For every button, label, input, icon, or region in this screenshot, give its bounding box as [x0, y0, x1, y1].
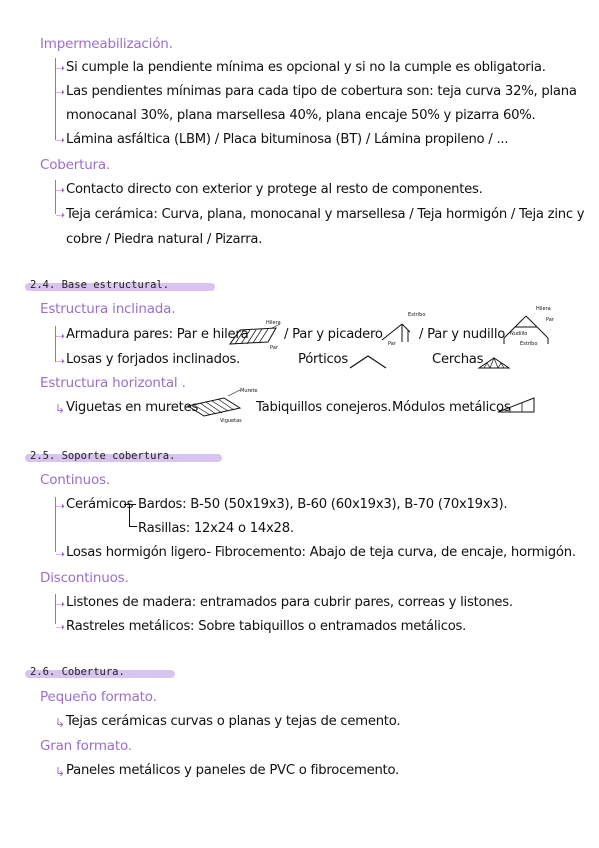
- discontinuos-title: Discontinuos.: [40, 570, 129, 586]
- modulos-text: Módulos metálicos: [392, 400, 511, 415]
- par-picadero-sketch-icon: [380, 310, 426, 348]
- section-heading-soporte: 2.5. Soporte cobertura.: [30, 450, 176, 462]
- arrow-icon: ➝: [55, 183, 66, 197]
- cerchas-text: Cerchas: [432, 352, 484, 367]
- armadura-text: Armadura pares: Par e hilera: [66, 327, 249, 342]
- impermeabilizacion-item-3: Lámina asfáltica (LBM) / Placa bituminosa (BT) / Lámina propileno / ...: [66, 132, 509, 147]
- cobertura-item-1: Contacto directo con exterior y protege al resto de componentes.: [66, 182, 483, 197]
- sketch-label-par: Par: [546, 317, 554, 323]
- gran-formato-title: Gran formato.: [40, 738, 132, 754]
- arrow-icon: ➝: [55, 620, 66, 634]
- bracket-tick: [124, 504, 136, 505]
- impermeabilizacion-item-2-cont: monocanal 30%, plana marsellesa 40%, plana encaje 50% y pizarra 60%.: [66, 108, 536, 123]
- arrow-icon: ➝: [55, 547, 66, 561]
- bardos-text: Bardos: B-50 (50x19x3), B-60 (60x19x3), B-70 (70x19x3).: [138, 497, 508, 512]
- section-heading-cobertura: 2.6. Cobertura.: [30, 666, 125, 678]
- arrow-icon: ↳: [55, 716, 66, 730]
- arrow-icon: ➝: [55, 597, 66, 611]
- pequeno-formato-item: Tejas cerámicas curvas o planas y tejas de cemento.: [66, 714, 401, 729]
- gran-formato-item: Paneles metálicos y paneles de PVC o fibrocemento.: [66, 763, 400, 778]
- listones-text: Listones de madera: entramados para cubrir pares, correas y listones.: [66, 595, 513, 610]
- losas-inclinadas-text: Losas y forjados inclinados.: [66, 352, 241, 367]
- rastreles-text: Rastreles metálicos: Sobre tabiquillos o entramados metálicos.: [66, 619, 467, 634]
- arrow-icon: ➝: [55, 85, 66, 99]
- cobertura-item-2-cont: cobre / Piedra natural / Pizarra.: [66, 232, 263, 247]
- sketch-label-par: Par: [270, 345, 278, 351]
- par-nudillo-sketch-icon: [500, 304, 560, 349]
- sketch-label-nudillo: Nudillo: [510, 331, 528, 337]
- bracket-line: [129, 504, 130, 526]
- arrow-icon: ➝: [55, 133, 66, 147]
- viguetas-text: Viguetas en muretes: [66, 400, 199, 415]
- sketch-label-hilera: Hilera: [536, 306, 551, 312]
- cerchas-sketch-icon: [478, 356, 512, 370]
- section-heading-base-estructural: 2.4. Base estructural.: [30, 279, 170, 291]
- cobertura-item-2: Teja cerámica: Curva, plana, monocanal y marsellesa / Teja hormigón / Teja zinc y: [66, 207, 585, 222]
- ceramicos-text: Cerámicos: [66, 497, 134, 512]
- sketch-label-par: Par: [388, 341, 396, 347]
- arrow-icon: ↳: [55, 765, 66, 779]
- arrow-icon: ➝: [55, 329, 66, 343]
- sketch-label-murete: Murete: [240, 388, 258, 394]
- sketch-label-estribo: Estribo: [520, 341, 538, 347]
- par-nudillo-text: / Par y nudillo: [419, 327, 506, 342]
- rasillas-text: Rasillas: 12x24 o 14x28.: [138, 521, 294, 536]
- par-picadero-text: / Par y picadero: [284, 327, 383, 342]
- porticos-sketch-icon: [348, 352, 390, 370]
- sketch-label-hilera: Hilera: [266, 320, 281, 326]
- modulos-sketch-icon: [496, 396, 538, 414]
- impermeabilizacion-item-1: Si cumple la pendiente mínima es opcional y si no la cumple es obligatoria.: [66, 60, 546, 75]
- par-hilera-sketch-icon: [228, 320, 283, 350]
- arrow-icon: ➝: [55, 61, 66, 75]
- arrow-icon: ↳: [55, 402, 66, 416]
- tabiquillos-text: Tabiquillos conejeros.: [256, 400, 392, 415]
- sketch-label-estribo: Estribo: [408, 312, 426, 318]
- arrow-icon: ➝: [55, 499, 66, 513]
- cobertura-intro-title: Cobertura.: [40, 157, 111, 173]
- estructura-inclinada-title: Estructura inclinada.: [40, 301, 176, 317]
- impermeabilizacion-item-2: Las pendientes mínimas para cada tipo de cobertura son: teja curva 32%, plana: [66, 84, 577, 99]
- estructura-horizontal-title: Estructura horizontal .: [40, 375, 186, 391]
- impermeabilizacion-title: Impermeabilización.: [40, 36, 173, 52]
- bracket-tick: [129, 526, 137, 527]
- arrow-icon: ➝: [55, 208, 66, 222]
- arrow-icon: ➝: [55, 354, 66, 368]
- continuos-title: Continuos.: [40, 472, 110, 488]
- viguetas-sketch-icon: [184, 386, 258, 424]
- pequeno-formato-title: Pequeño formato.: [40, 689, 157, 705]
- porticos-text: Pórticos: [298, 352, 348, 367]
- losas-hormigon-text: Losas hormigón ligero- Fibrocemento: Abajo de teja curva, de encaje, hormigón.: [66, 545, 576, 560]
- sketch-label-viguetas: Viguetas: [220, 418, 242, 424]
